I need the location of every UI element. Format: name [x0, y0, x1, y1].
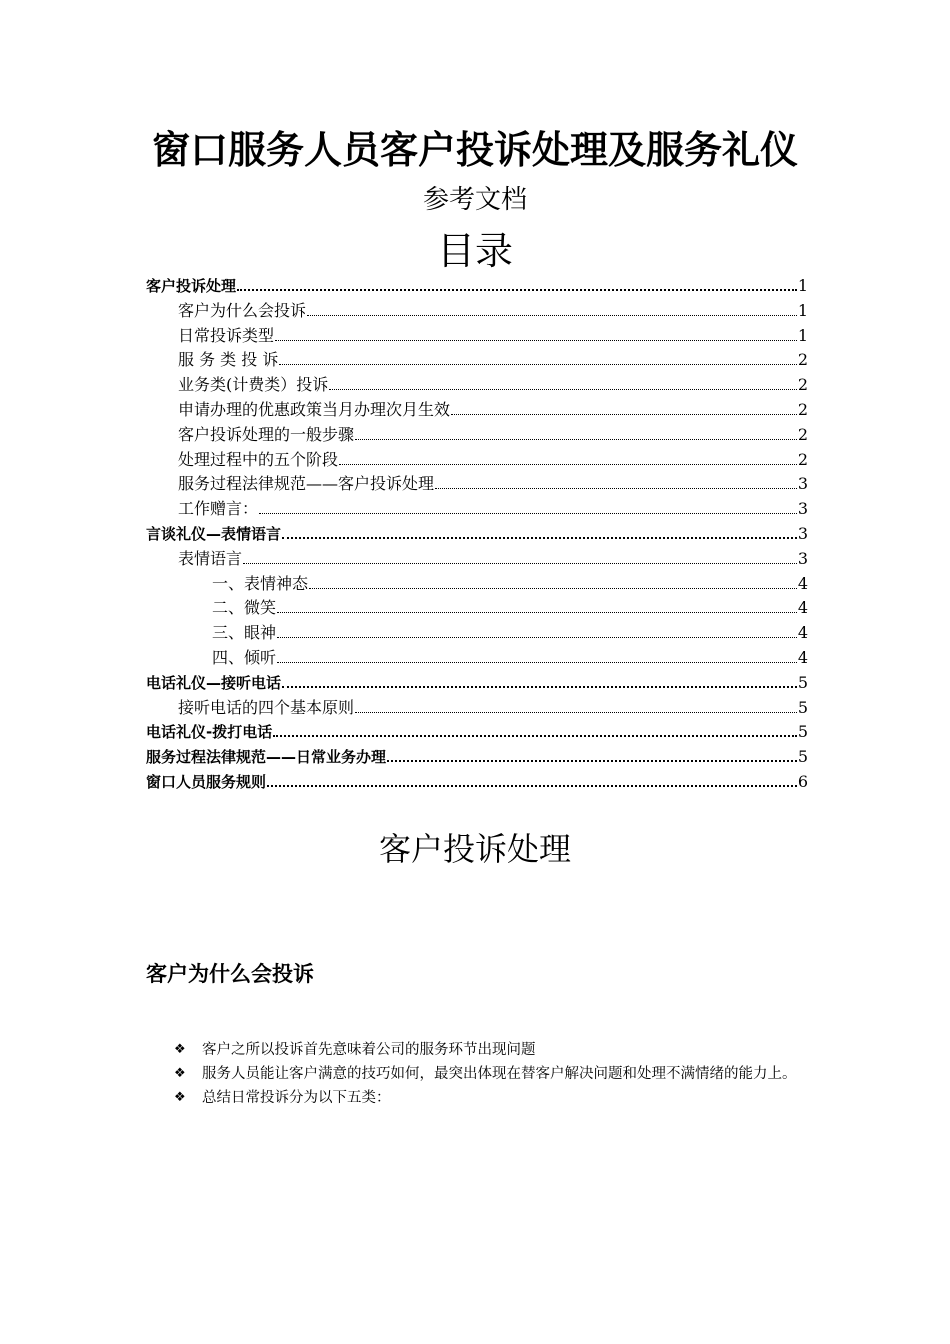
- toc-entry[interactable]: [146, 299, 808, 324]
- toc-entry-page: 2: [797, 399, 808, 419]
- toc-dot-leader: [355, 439, 797, 440]
- toc-dot-leader: [277, 637, 797, 638]
- toc-entry-page: 4: [797, 573, 808, 593]
- toc-entry-title: 业务类(计费类）投诉: [178, 375, 329, 395]
- toc-entry-title: 客户投诉处理的一般步骤: [178, 424, 355, 444]
- toc-entry-page: 3: [797, 548, 808, 568]
- toc-dot-leader: [259, 513, 797, 514]
- toc-entry[interactable]: [146, 423, 808, 448]
- toc-dot-leader: [277, 612, 797, 613]
- toc-entry-title: 接听电话的四个基本原则: [178, 697, 355, 717]
- toc-entry-page: 2: [797, 424, 808, 444]
- toc-entry-page: 3: [797, 474, 808, 494]
- list-item: [174, 1086, 814, 1110]
- toc-entry-page: 5: [797, 722, 808, 742]
- toc-dot-leader: [451, 414, 797, 415]
- toc-entry-page: 5: [797, 672, 808, 692]
- toc-entry-title: 申请办理的优惠政策当月办理次月生效: [178, 399, 451, 419]
- diamond-bullet-icon: ❖: [174, 1042, 186, 1057]
- toc-entry-title: 三、眼神: [212, 623, 277, 643]
- toc-entry[interactable]: [146, 497, 808, 522]
- toc-entry[interactable]: [146, 348, 808, 373]
- toc-entry[interactable]: [146, 448, 808, 473]
- toc-entry-title: 处理过程中的五个阶段: [178, 449, 339, 469]
- toc-entry-page: 1: [797, 300, 808, 320]
- toc-entry-page: 2: [797, 449, 808, 469]
- toc-entry[interactable]: [146, 572, 808, 597]
- toc-dot-leader: [237, 289, 797, 291]
- toc-dot-leader: [282, 686, 797, 688]
- toc-entry-title: 四、倾听: [212, 647, 277, 667]
- toc-entry-page: 2: [797, 350, 808, 370]
- diamond-bullet-icon: ❖: [174, 1090, 186, 1105]
- toc-entry[interactable]: [146, 472, 808, 497]
- toc-entry[interactable]: [146, 324, 808, 349]
- toc-entry-title: 客户为什么会投诉: [178, 300, 307, 320]
- toc-entry-title: 电话礼仪—接听电话: [146, 673, 282, 692]
- toc-entry-title: 表情语言: [178, 548, 243, 568]
- toc-entry-page: 4: [797, 647, 808, 667]
- toc-entry[interactable]: [146, 621, 808, 646]
- toc-entry-page: 3: [797, 523, 808, 543]
- sub-heading: 客户为什么会投诉: [146, 962, 314, 986]
- section-title: 客户投诉处理: [378, 830, 571, 868]
- toc-entry[interactable]: [146, 398, 808, 423]
- toc-entry[interactable]: [146, 745, 808, 770]
- toc-dot-leader: [435, 488, 797, 489]
- page-subtitle: 参考文档: [422, 185, 527, 215]
- toc-entry-page: 5: [797, 697, 808, 717]
- toc-dot-leader: [267, 785, 797, 787]
- list-item: [174, 1062, 814, 1086]
- toc-entry-title: 服 务 类 投 诉: [178, 350, 279, 370]
- toc-dot-leader: [355, 712, 797, 713]
- toc-entry-page: 4: [797, 623, 808, 643]
- toc-entry[interactable]: [146, 646, 808, 671]
- toc-dot-leader: [243, 563, 797, 564]
- toc-dot-leader: [277, 662, 797, 663]
- toc-entry[interactable]: [146, 720, 808, 745]
- page-title: 窗口服务人员客户投诉处理及服务礼仪: [151, 128, 798, 172]
- toc-entry[interactable]: [146, 522, 808, 547]
- diamond-bullet-icon: ❖: [174, 1066, 186, 1081]
- toc-entry-title: 客户投诉处理: [146, 277, 237, 295]
- toc-entry[interactable]: [146, 596, 808, 621]
- toc-entry-page: 1: [797, 325, 808, 345]
- toc-entry-title: 言谈礼仪—表情语言: [146, 524, 282, 543]
- toc-entry[interactable]: [146, 696, 808, 721]
- toc-entry-page: 1: [797, 276, 808, 295]
- toc-dot-leader: [307, 315, 797, 316]
- toc-dot-leader: [387, 760, 797, 762]
- toc-entry-page: 5: [797, 747, 808, 767]
- list-item-text: 总结日常投诉分为以下五类：: [202, 1090, 391, 1106]
- toc-dot-leader: [275, 340, 797, 341]
- toc-entry-title: 窗口人员服务规则: [146, 772, 267, 791]
- list-item-text: 服务人员能让客户满意的技巧如何，最突出体现在替客户解决问题和处理不满情绪的能力上。: [202, 1066, 797, 1082]
- toc-entry[interactable]: [146, 547, 808, 572]
- toc-dot-leader: [339, 464, 797, 465]
- list-item-text: 客户之所以投诉首先意味着公司的服务环节出现问题: [202, 1042, 536, 1058]
- toc-entry[interactable]: [146, 274, 808, 299]
- toc-entry-title: 电话礼仪-拨打电话: [146, 723, 273, 742]
- toc-dot-leader: [329, 389, 797, 390]
- toc-entry-page: 3: [797, 499, 808, 519]
- toc-entry-title: 二、微笑: [212, 598, 277, 618]
- toc-heading: 目录: [436, 229, 513, 273]
- list-item: [174, 1038, 814, 1062]
- toc-entry-title: 日常投诉类型: [178, 325, 275, 345]
- toc-dot-leader: [282, 537, 797, 539]
- toc-dot-leader: [273, 735, 797, 737]
- table-of-contents: [146, 274, 808, 795]
- toc-dot-leader: [279, 364, 796, 365]
- toc-entry-page: 6: [797, 771, 808, 791]
- toc-entry-page: 2: [797, 375, 808, 395]
- toc-entry-title: 工作赠言：: [178, 499, 259, 519]
- toc-dot-leader: [309, 588, 797, 589]
- toc-entry-title: 服务过程法律规范——日常业务办理: [146, 748, 387, 767]
- toc-entry[interactable]: [146, 373, 808, 398]
- toc-entry-title: 一、表情神态: [212, 573, 309, 593]
- toc-entry[interactable]: [146, 770, 808, 795]
- toc-entry-page: 4: [797, 598, 808, 618]
- toc-entry-title: 服务过程法律规范——客户投诉处理: [178, 474, 435, 494]
- bullet-list: [174, 1038, 814, 1110]
- toc-entry[interactable]: [146, 671, 808, 696]
